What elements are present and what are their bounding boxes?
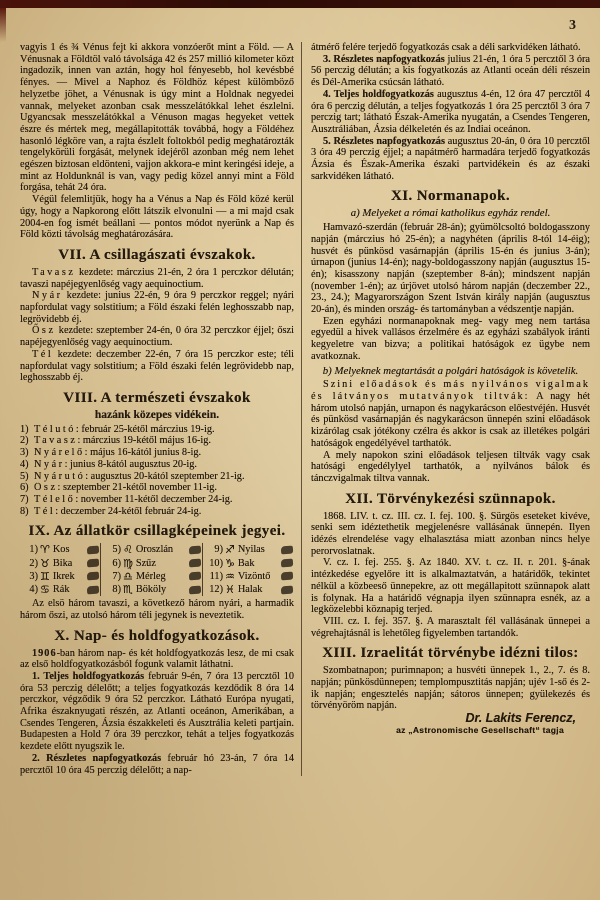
item-text: : augusztus 20-kától szeptember 21-ig. xyxy=(85,470,245,482)
aquarius-symbol-icon: ♒ xyxy=(225,569,235,583)
zodiac-name: Szűz xyxy=(135,557,156,569)
section-12-heading: XII. Törvénykezési szünnapok. xyxy=(345,490,556,507)
item-number: 3) xyxy=(20,447,29,459)
item-text: : deczember 24-kétől február 24-ig. xyxy=(55,505,202,517)
scorpio-pictogram-icon xyxy=(189,585,202,594)
zodiac-number: 11) xyxy=(209,570,223,582)
zodiac-entry-aquarius xyxy=(206,570,293,583)
item-text: : február 25-kétől márczius 19-ig. xyxy=(75,423,215,435)
item-text: : november 11-kétől deczember 24-ig. xyxy=(75,493,233,505)
zodiac-entry-cancer xyxy=(21,583,99,596)
zodiac-column-summer xyxy=(100,543,202,596)
season-text: kezdete: deczember 22-én, 7 óra 15 perczkor este; téli napfordulat vagy solstitium; a Föld északi felén legrövidebb nap, leghosszabb éj. xyxy=(20,348,294,384)
item-number: 2) xyxy=(20,435,29,447)
season-lead: Nyár xyxy=(32,290,63,302)
zodiac-number: 4) xyxy=(29,583,38,595)
zodiac-column-winter xyxy=(202,543,294,596)
page-number: 3 xyxy=(569,18,576,33)
zodiac-entry-sagittarius xyxy=(206,543,293,556)
list-item xyxy=(20,459,294,471)
leo-pictogram-icon xyxy=(189,545,202,554)
item-lead: Nyárutó xyxy=(34,470,86,482)
zodiac-entry-aries xyxy=(21,543,99,556)
eclipse-text: augusztus 4-én, 12 óra 47 percztől 4 óra 6 perczig délután, a teljes fogyatkozás 1 óra 25 percztől 3 óra 7 perczig tart; látható Észak-Amerika nyugatán, a Csendes Tengeren, Ausztráliában, Ázsia délkeletén és az Indiai oceánon. xyxy=(311,88,590,135)
list-item xyxy=(20,435,294,447)
paragraph-venus-transit: Végül felemlitjük, hogy ha a Vénus a Nap és Föld közé kerül úgy, hogy a Napkorong előtt látszik elvonulni — a mi majd csak 2004-en fog ismét beállani — pontos módot nyerünk a Nap és Föld közti távolság meghatározására. xyxy=(20,194,294,241)
zodiac-number: 1) xyxy=(29,544,38,556)
item-lead: Tél xyxy=(34,505,56,517)
pisces-pictogram-icon xyxy=(281,585,294,594)
item-number: 8) xyxy=(20,505,29,517)
season-lead: Tavasz xyxy=(32,266,76,278)
section-10-heading: X. Nap- és holdfogyatkozások. xyxy=(54,627,260,644)
item-lead: Nyár xyxy=(34,458,65,470)
paragraph-eclipse-2-continuation: átmérő felére terjedő fogyatkozás csak a déli sarkvidéken látható. xyxy=(311,42,581,53)
gemini-symbol-icon: ♊ xyxy=(40,569,50,583)
item-number: 7) xyxy=(20,493,29,505)
item-lead: Tavasz xyxy=(34,435,78,447)
season-text: kezdete: márczius 21-én, 2 óra 1 perczkor délután; tavaszi napéjegyenlőség vagy aequinoctium. xyxy=(20,266,294,290)
aquarius-pictogram-icon xyxy=(281,572,294,581)
paragraph-norma-days-observance: Ezen egyházi normanapoknak meg- vagy meg nem tartása egyedül a hivek vallásos érzelmére és az egyházi szabályok iránti kegyeletre van bizva; a politikai hatóságok ez ügybe nem avatkoznak. xyxy=(311,315,590,362)
paragraph-norma-days-church: Hamvazó-szerdán (február 28-án); gyümölcsoltó boldogasszony napján (márczius hó 25-én); a nagyhéten (április 8-tól 14-éig); husvét és pünkösd vasárnapján (április 15-én és junius 3-án); úrnapon (junius 14-én); nagy-boldogasszony napján (augusztus 15-én); kisasszony napján (szeptember 8-án); mindszent napján (november 1-én); az úrjövet utolsó három napján (deczember 22., 23., 24.); Magyarországon Szent István király napján (augusztus 20-án), és minden ország- és tartományban a védszentje napján. xyxy=(311,222,590,316)
section-8-heading: VIII. A természeti évszakok xyxy=(63,389,251,406)
left-column xyxy=(20,42,301,776)
list-item xyxy=(20,482,294,494)
eclipse-title: 1. Teljes holdfogyatkozás xyxy=(32,670,145,682)
section-8-subheading: hazánk közepes vidékein. xyxy=(94,408,220,421)
zodiac-name: Mérleg xyxy=(135,570,166,582)
eclipse-text: augusztus 20-án, 0 óra 10 percztől 3 óra 49 perczig éjjel; a napátmérő harmadára terjedő fogyatkozás Ázsia és Észak-Amerika északi partvidékein és az északi sarkvidéken látható. xyxy=(311,135,590,182)
list-item xyxy=(20,471,294,483)
zodiac-name: Bak xyxy=(237,557,255,569)
gemini-pictogram-icon xyxy=(87,572,100,581)
list-item xyxy=(20,494,294,506)
subheading-b-civil: b) Melyeknek megtartását a polgári hatóságok is követelik. xyxy=(322,364,579,377)
aries-symbol-icon: ♈ xyxy=(40,543,50,557)
zodiac-number: 7) xyxy=(112,570,121,582)
zodiac-entry-taurus xyxy=(21,557,99,570)
year-1906: 1906 xyxy=(32,647,57,659)
paragraph-israelite-days: Szombatnapon; purimnapon; a husvéti ünnepek 1., 2., 7. és 8. napján; pünkösdünnepen; templompusztitás napján; ujév 1-ső és 2-ik napján; engesztelés napján; sátoros ünnepen; gyülekezés és törvényöröm napján. xyxy=(311,665,590,712)
virgo-pictogram-icon xyxy=(189,559,202,568)
zodiac-number: 5) xyxy=(112,544,121,556)
zodiac-number: 10) xyxy=(209,557,223,569)
eclipse-title: 4. Teljes holdfogyatkozás xyxy=(323,88,434,100)
zodiac-name: Ikrek xyxy=(52,570,75,582)
zodiac-name: Halak xyxy=(237,583,263,595)
season-text: kezdete: szeptember 24-én, 0 óra 32 perczkor éjjel; őszi napéjegyenlőség vagy aequinoctium. xyxy=(20,325,294,349)
virgo-symbol-icon: ♍ xyxy=(123,556,133,570)
season-lead: Tél xyxy=(32,348,54,360)
subheading-a-catholic: a) Melyeket a római katholikus egyház rendel. xyxy=(350,207,551,220)
paragraph-eclipse-3 xyxy=(311,54,590,89)
section-11-heading: XI. Normanapok. xyxy=(391,188,510,205)
paragraph-performances-forbidden xyxy=(311,379,590,449)
eclipse-text: február hó 23-án, 7 óra 14 percztől 10 óra 45 perczig délelőtt; a nap- xyxy=(20,752,294,776)
zodiac-name: Bököly xyxy=(135,583,167,595)
season-text: kezdete: junius 22-én, 9 óra 9 perczkor reggel; nyári napfordulat vagy solstitium; a Föld északi felén leghosszabb nap, legrövidebb éj. xyxy=(20,290,294,325)
paragraph-eclipse-2 xyxy=(20,753,294,776)
signature-author: Dr. Lakits Ferencz, xyxy=(465,711,576,726)
sagittarius-pictogram-icon xyxy=(281,545,294,554)
cancer-symbol-icon: ♋ xyxy=(40,582,50,596)
eclipse-title: 5. Részletes napfogyatkozás xyxy=(323,135,445,147)
natural-seasons-list xyxy=(20,424,294,518)
item-number: 6) xyxy=(20,482,29,494)
zodiac-name: Rák xyxy=(52,583,70,595)
zodiac-entry-leo xyxy=(104,543,201,556)
eclipse-title: 3. Részletes napfogyatkozás xyxy=(323,53,445,65)
scan-corner-artifact xyxy=(0,8,6,42)
item-text: : junius 8-kától augusztus 20-ig. xyxy=(64,458,198,470)
taurus-symbol-icon: ♉ xyxy=(40,556,50,570)
eclipse-text: február 9-én, 7 óra 13 percztől 10 óra 53 perczig délelőtt; a teljes fogyatkozás kezdődik 8 óra 14 perczkor, végződik 9 óra 52 perczkor. Látható Európa nyugati, Afrika északnyugati részén, az Atlanti oceánon, Amerikában, a Csendes Tengeren, Ázsia északkeleti és Ausztrália keleti partjain. Budapesten a Hold 7 óra 39 perczkor, tehát a teljes fogyatkozás kezdete előtt nyugszik le. xyxy=(20,670,295,753)
list-item xyxy=(20,424,294,436)
pisces-symbol-icon: ♓ xyxy=(225,582,235,596)
paragraph-text: A nagy hét három utolsó napján, urnapon és nagykarácson előestvéjén. Husvét és pünkösd vasárnapján és nagykarácson ünnepén szini előadások kizárólag csak jótékony czélra és akkor is csak az illetékes polgári hatóságok engedélyével tarthatók. xyxy=(311,390,591,449)
paragraph-eclipses-1906 xyxy=(20,648,294,671)
zodiac-number: 8) xyxy=(112,583,121,595)
signature-affiliation: az „Astronomische Gesellschaft“ tagja xyxy=(396,724,564,735)
list-item xyxy=(20,506,294,518)
libra-pictogram-icon xyxy=(189,572,202,581)
zodiac-entry-pisces xyxy=(206,583,293,596)
item-text: : szeptember 21-kétől november 11-ig. xyxy=(57,482,217,494)
capricorn-symbol-icon: ♑ xyxy=(225,556,235,570)
item-lead: Télelő xyxy=(34,493,76,505)
zodiac-name: Bika xyxy=(52,557,73,569)
eclipse-title: 2. Részletes napfogyatkozás xyxy=(32,752,162,764)
zodiac-entry-capricorn xyxy=(206,557,293,570)
zodiac-column-spring xyxy=(20,543,100,596)
season-start-winter xyxy=(20,349,294,384)
zodiac-number: 12) xyxy=(209,583,223,595)
right-column xyxy=(301,42,590,776)
zodiac-entry-virgo xyxy=(104,557,201,570)
zodiac-name: Oroszlán xyxy=(135,544,174,556)
paragraph-law-1868: 1868. LIV. t. cz. III. cz. I. fej. 100. §. Sürgös eseteket kivéve, senki sem idéztethetik megjelenésre vallásának ünnepén. Ilyen idézés elrendelése vagy elhalasztása miatt azonban nincs helye perorvoslatnak. xyxy=(311,510,590,557)
scan-top-edge xyxy=(0,0,600,8)
zodiac-table xyxy=(20,543,294,596)
emphasized-text: Szini előadások és más nyilvános vigalmak és látványos mutatványok tiltvák: xyxy=(311,379,590,402)
item-lead: Ősz xyxy=(34,482,58,494)
zodiac-number: 9) xyxy=(214,544,223,556)
item-number: 4) xyxy=(20,458,29,470)
leo-symbol-icon: ♌ xyxy=(123,543,133,557)
zodiac-name: Nyilas xyxy=(237,544,265,556)
sagittarius-symbol-icon: ♐ xyxy=(225,543,235,557)
item-text: : május 16-kától junius 8-ig. xyxy=(84,447,202,459)
zodiac-entry-libra xyxy=(104,570,201,583)
zodiac-name: Vizöntő xyxy=(237,570,271,582)
paragraph-eclipse-4 xyxy=(311,89,590,136)
item-lead: Nyárelő xyxy=(34,447,85,459)
cancer-pictogram-icon xyxy=(87,585,100,594)
zodiac-number: 3) xyxy=(29,570,38,582)
paragraph-balls-forbidden: A mely napokon szini előadások teljesen tiltvák vagy csak hatósági engedélylyel tarthatók, a nyilvános bálok és tánczvigalmak tiltva vannak. xyxy=(311,449,590,484)
item-lead: Télutó xyxy=(34,423,76,435)
scorpio-symbol-icon: ♏ xyxy=(123,582,133,596)
two-column-layout xyxy=(20,42,590,776)
paragraph-eclipse-1 xyxy=(20,671,294,753)
eclipse-text: julius 21-én, 1 óra 5 percztől 3 óra 56 perczig délután; a kis fogyatkozás az Atlanti oceán déli részein és Dél-Amerika csúcsán látható. xyxy=(311,53,591,89)
libra-symbol-icon: ♎ xyxy=(123,569,133,583)
aries-pictogram-icon xyxy=(87,545,100,554)
zodiac-name: Kos xyxy=(52,544,70,556)
season-start-spring xyxy=(20,267,294,290)
list-item xyxy=(20,447,294,459)
paragraph-venus-continuation: vagyis 1 és ¾ Vénus fejt ki akkora vonzóerőt mint a Föld. — A Vénusnak a Földtöl való távolsága 42 és 257 millió kilometer közt ingadozik, innen van aztán, hogy hol fényesebb, hol kevésbbé fényes. — Mivel a Naphoz és Földhöz képest külömböző helyzetbe jöhet, a Vénusnak is úgy mint a Holdnak negyedei vannak, melyeket azonban csak messzelátókkal lehet észlelni. Ugyancsak messzelátókkal a Vénuson magas hegyeket vettek észre és mértek meg, megállapitották továbbá, hogy a Földéhez hasonló légköre van, a rajta észlelt foltokból pedig meghatározták tengelykörüli forgását, melynek idejéről azonban még nem lehet egészen biztosan eldönteni, vajjon akkora-e mint keringési ideje, a mint az Holdunknál is van, vagy pedig közel annyi mint a Föld forgása, tehát 24 óra. xyxy=(20,42,294,194)
section-9-heading: IX. Az állatkör csillagképeinek jegyei. xyxy=(28,523,286,540)
section-7-heading: VII. A csillagászati évszakok. xyxy=(58,246,256,263)
zodiac-entry-scorpio xyxy=(104,583,201,596)
eclipse-intro-text: -ban három nap- és két holdfogyatkozás lesz, de mi csak az első holdfogyatkozásból fogunk valamit láthatni. xyxy=(20,647,294,671)
paragraph-law-357: VIII. cz. I. fej. 357. §. A marasztalt fél vallásának ünnepei a végrehajtásnál is lehetőleg figyelemben tartandók. xyxy=(311,615,590,639)
season-lead: Ősz xyxy=(32,325,56,337)
section-13-heading: XIII. Izraelitát törvénybe idézni tilos: xyxy=(322,645,579,662)
season-start-summer xyxy=(20,290,294,325)
capricorn-pictogram-icon xyxy=(281,559,294,568)
paragraph-law-255: V. cz. I. fej. 255. §. Az 1840. XV. t. cz. II. r. 201. §-ának intézkedése egyelőre itt is alkalmaztatván, a határidők, tekintet nélkül a közbeeső ünnepekre, az ott megállapitott szünnapok alatt is folynak. Ha a határidő végnapja ilyen szünnapra esnék, az a legközelebbi köznapig terjed. xyxy=(311,557,590,616)
item-number: 1) xyxy=(20,423,29,435)
taurus-pictogram-icon xyxy=(87,559,100,568)
paragraph-zodiac-note: Az elsö három tavaszi, a következő három nyári, a harmadik három őszi, az utolsó három téli jegynek is neveztetik. xyxy=(20,598,294,621)
zodiac-number: 6) xyxy=(112,557,121,569)
item-text: : márczius 19-kétől május 16-ig. xyxy=(77,435,211,447)
season-start-autumn xyxy=(20,325,294,348)
zodiac-entry-gemini xyxy=(21,570,99,583)
paragraph-eclipse-5 xyxy=(311,136,590,183)
item-number: 5) xyxy=(20,470,29,482)
zodiac-number: 2) xyxy=(29,557,38,569)
